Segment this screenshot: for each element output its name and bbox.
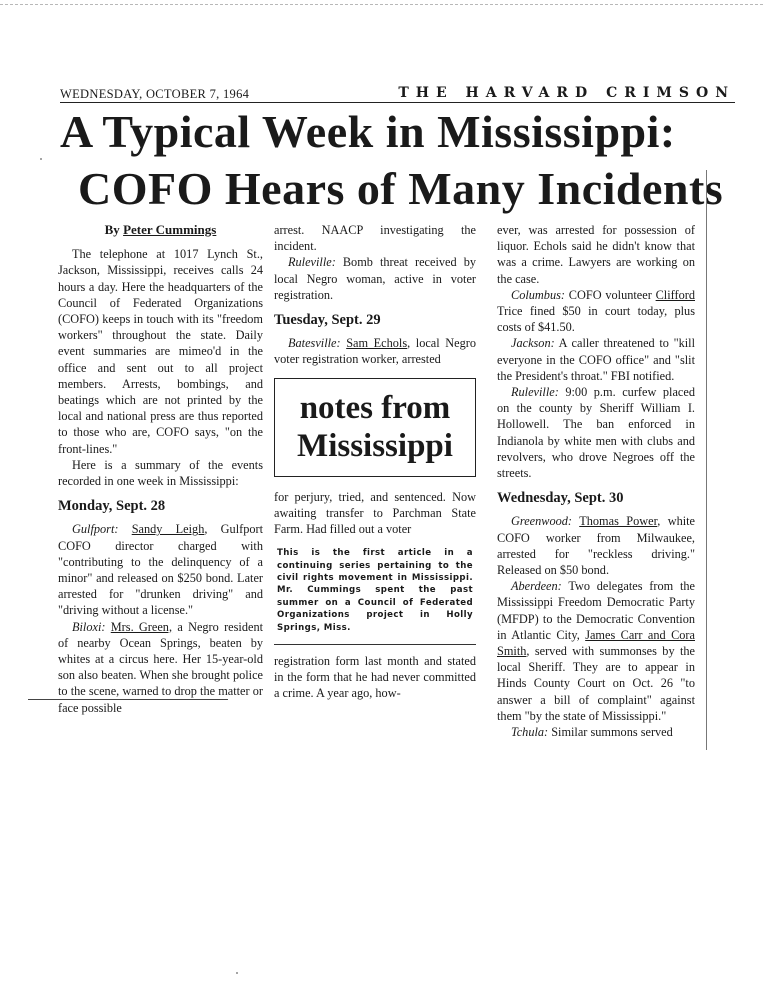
byline-prefix: By — [104, 222, 120, 237]
entry-batesville-text: , local Negro voter registration worker, arrested — [274, 336, 476, 367]
column-2 — [274, 222, 476, 702]
entry-jackson — [497, 335, 695, 384]
entry-gulfport-text: , Gulfport COFO director charged with "contributing to the delinquency of a minor" and released on $250 bond. Later arrested for "drunken driving" and "driving without a license." — [58, 522, 264, 618]
newspaper-name: THE HARVARD CRIMSON — [398, 85, 735, 101]
person-sam-echols: Sam Echols — [346, 336, 408, 351]
headline-main: A Typical Week in Mississippi: — [60, 106, 676, 157]
series-title-box — [274, 378, 476, 477]
section-head-tuesday: Tuesday, Sept. 29 — [274, 312, 381, 329]
person-clifford: Clifford — [655, 287, 695, 302]
continuation-paragraph: ever, was arrested for possession of liquor. Echols said he didn't know that was a crime. Lawyers are working on the case. — [497, 223, 695, 286]
intro-paragraph: The telephone at 1017 Lynch St., Jackson, Mississippi, receives calls 24 hours a day. Here the headquarters of the Council of Federated Organizations (COFO) keeps in touch with its "freedom workers" throughout the state. Daily event summaries are mimeo'd in the office and sent out to all project members. Arrests, bombings, and beatings which are not printed by the local and national press are thus reported to those who are, COFO says, "on the front-lines." — [58, 247, 263, 456]
entry-greenwood — [497, 513, 695, 578]
column-1 — [58, 222, 263, 716]
entry-aberdeen-text-2: , served with summonses by the local Sheriff. They are to appear in Hinds County Court on Oct. 26 "to answer a bill of complaint" against them "by the state of Mississippi." — [497, 644, 695, 723]
entry-tchula-text: Similar summons served — [548, 725, 673, 740]
series-title-line-2: Mississippi — [297, 428, 453, 465]
entry-biloxi-text: a Negro resident of nearby Ocean Springs, beaten by whites at a circus here. Her 15-year-old son also beaten. When she brought police to the scene, warned to drop the matter or face possible — [58, 619, 264, 715]
entry-ruleville-2 — [497, 384, 695, 481]
place-gulfport: Gulfport: — [72, 522, 119, 537]
entry-jackson-text: A caller threatened to "kill everyone in the COFO office" and "slit the President's throat." FBI notified. — [497, 336, 695, 383]
place-ruleville-2: Ruleville: — [511, 385, 559, 400]
headline-sub: COFO Hears of Many Incidents — [78, 163, 724, 214]
entry-ruleville — [274, 254, 476, 303]
persons-carr-smith: James Carr and Cora Smith — [497, 627, 695, 659]
place-columbus: Columbus: — [511, 287, 565, 302]
article-end-rule — [28, 699, 228, 700]
page-top-edge — [0, 4, 763, 5]
person-thomas-power: Thomas Power — [579, 514, 658, 529]
section-head-monday: Monday, Sept. 28 — [58, 498, 166, 515]
entry-aberdeen — [497, 578, 695, 724]
person-sandy-leigh: Sandy Leigh — [131, 522, 205, 537]
place-aberdeen: Aberdeen: — [511, 579, 562, 594]
byline-author: Peter Cummings — [123, 222, 217, 237]
masthead — [60, 85, 735, 103]
continuation-paragraph-3: registration form last month and stated in the form that he had never committed a crime. A year ago, how- — [274, 654, 476, 701]
place-biloxi: Biloxi: — [72, 619, 106, 634]
entry-columbus-text-1: COFO volunteer — [564, 287, 656, 302]
series-title-line-1: notes from — [299, 390, 451, 427]
entry-aberdeen-text-1: Two delegates from the Mississippi Freedom Democratic Party (MFDP) to the Democratic Convention in Atlantic City, — [497, 579, 695, 642]
continuation-paragraph: arrest. NAACP investigating the incident. — [274, 223, 476, 254]
entry-columbus — [497, 287, 695, 336]
summary-paragraph: Here is a summary of the events recorded in one week in Mississippi: — [58, 457, 263, 489]
place-tchula: Tchula: — [511, 725, 549, 740]
scan-speck — [40, 158, 42, 160]
place-jackson: Jackson: — [511, 336, 555, 351]
issue-date: WEDNESDAY, OCTOBER 7, 1964 — [60, 87, 250, 101]
entry-greenwood-text: , white COFO worker from Milwaukee, arrested for "reckless driving." Released on $50 bond. — [497, 514, 696, 578]
entry-ruleville-2-text: 9:00 p.m. curfew placed on the county by Sheriff William I. Hollowell. The ban enforced in Indianola by white men with clubs and revolvers, who drove Negroes off the streets. — [497, 385, 695, 481]
column-3 — [497, 222, 695, 740]
person-mrs-green: Mrs. Green, — [110, 619, 173, 634]
entry-batesville — [274, 335, 476, 367]
entry-columbus-text-2: Trice fined $50 in court today, plus costs of $41.50. — [497, 304, 695, 335]
editor-note: This is the first article in a continuing series pertaining to the civil rights movement in Mississippi. Mr. Cummings spent the past summer on a Council of Federated Organizations project in Holly Springs, Miss. — [277, 548, 473, 633]
right-margin-line — [706, 170, 707, 750]
place-greenwood: Greenwood: — [511, 514, 573, 529]
editor-note-rule — [274, 644, 476, 645]
entry-ruleville-text: Bomb threat received by local Negro woman, active in voter registration. — [274, 255, 476, 302]
continuation-paragraph-2: for perjury, tried, and sentenced. Now awaiting transfer to Parchman State Farm. Had filled out a voter — [274, 489, 476, 537]
scan-speck — [236, 972, 238, 974]
place-ruleville: Ruleville: — [288, 255, 336, 270]
place-batesville: Batesville: — [288, 336, 341, 351]
masthead-rule — [60, 102, 735, 103]
section-head-wednesday: Wednesday, Sept. 30 — [497, 490, 624, 507]
byline — [58, 222, 263, 238]
entry-tchula — [497, 724, 695, 740]
entry-gulfport — [58, 521, 263, 618]
entry-biloxi — [58, 619, 263, 716]
